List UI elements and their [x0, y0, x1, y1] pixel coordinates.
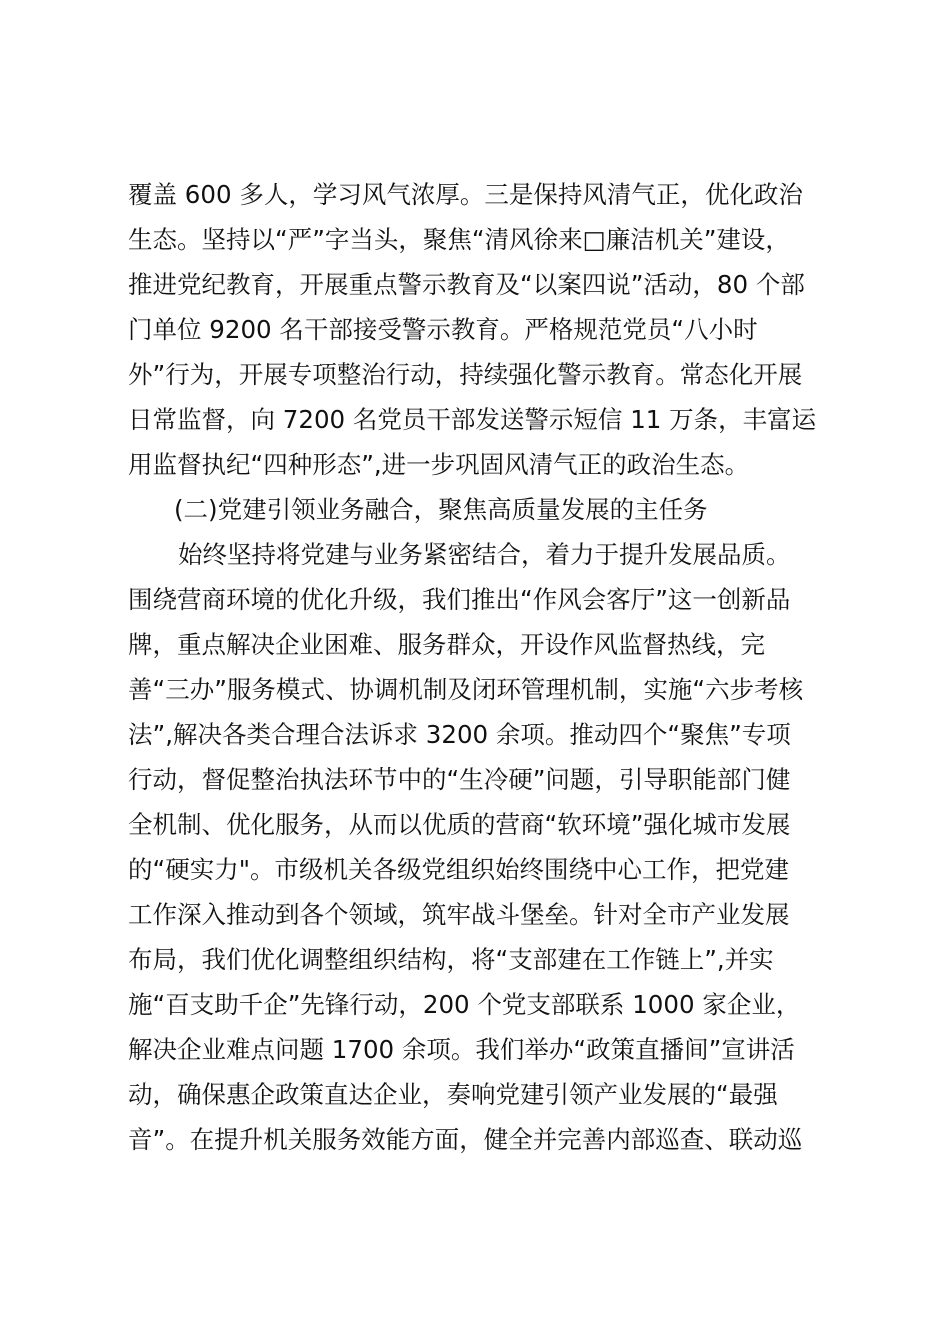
- text-line: 施“百支助千企”先锋行动，200 个党支部联系 1000 家企业，: [128, 990, 801, 1019]
- text-line: 布局，我们优化调整组织结构，将“支部建在工作链上”,并实: [128, 945, 774, 974]
- text-line: 工作深入推动到各个领域，筑牢战斗堡垒。针对全市产业发展: [128, 900, 790, 929]
- text-line: 外”行为，开展专项整治行动，持续强化警示教育。常态化开展: [128, 360, 803, 389]
- text-line: 行动，督促整治执法环节中的“生冷硬”问题，引导职能部门健: [128, 765, 791, 794]
- text-line: 善“三办”服务模式、协调机制及闭环管理机制，实施“六步考核: [128, 675, 804, 704]
- text-line: 牌，重点解决企业困难、服务群众，开设作风监督热线，完: [128, 630, 765, 659]
- text-line: 日常监督，向 7200 名党员干部发送警示短信 11 万条，丰富运: [128, 405, 817, 434]
- paragraph-first-line: 始终坚持将党建与业务紧密结合，着力于提升发展品质。: [178, 540, 791, 569]
- text-line: 用监督执纪“四种形态”,进一步巩固风清气正的政治生态。: [128, 450, 750, 479]
- text-line: 的“硬实力"。市级机关各级党组织始终围绕中心工作，把党建: [128, 855, 789, 884]
- text-line: 覆盖 600 多人，学习风气浓厚。三是保持风清气正，优化政治: [128, 180, 803, 209]
- text-line: 动，确保惠企政策直达企业，奏响党建引领产业发展的“最强: [128, 1080, 778, 1109]
- text-line: 生态。坚持以“严”字当头，聚焦“清风徐来□廉洁机关”建设，: [128, 225, 790, 254]
- text-line: 解决企业难点问题 1700 余项。我们举办“政策直播间”宣讲活: [128, 1035, 795, 1064]
- text-line: 法”,解决各类合理合法诉求 3200 余项。推动四个“聚焦”专项: [128, 720, 791, 749]
- text-line: 门单位 9200 名干部接受警示教育。严格规范党员“八小时: [128, 315, 758, 344]
- text-line: 围绕营商环境的优化升级，我们推出“作风会客厅”这一创新品: [128, 585, 791, 614]
- section-heading: (二)党建引领业务融合，聚焦高质量发展的主任务: [174, 495, 708, 524]
- text-line: 全机制、优化服务，从而以优质的营商“软环境”强化城市发展: [128, 810, 791, 839]
- text-line: 音”。在提升机关服务效能方面，健全并完善内部巡查、联动巡: [128, 1125, 803, 1154]
- text-line: 推进党纪教育，开展重点警示教育及“以案四说”活动，80 个部: [128, 270, 805, 299]
